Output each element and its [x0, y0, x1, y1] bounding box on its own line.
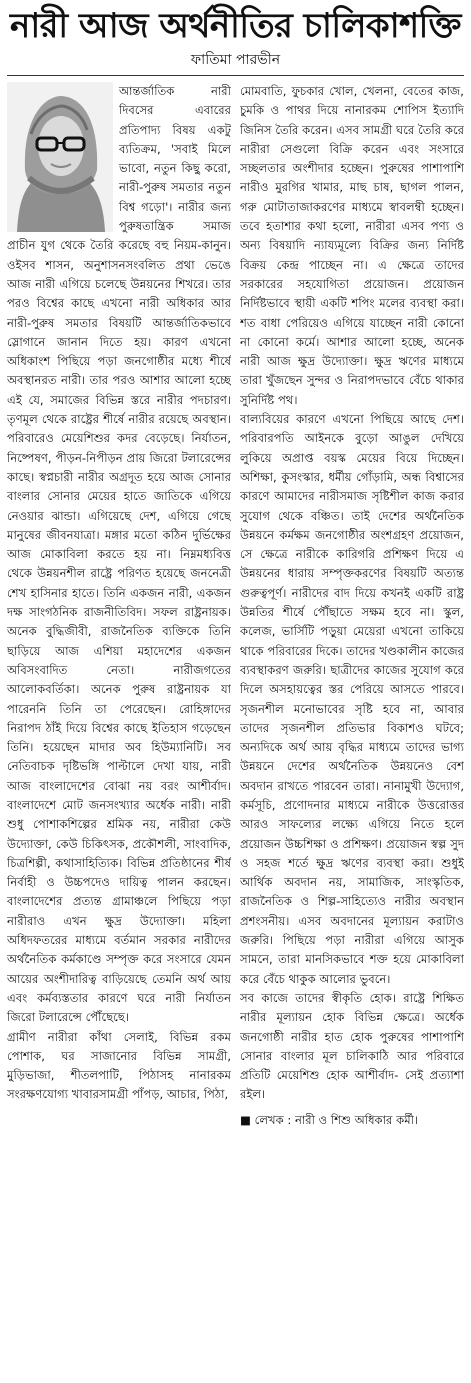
- article-column-right: [240, 82, 464, 1372]
- article-body: [7, 82, 464, 1372]
- author-photo: [7, 82, 113, 232]
- author-byline: ফাতিমা পারভীন: [190, 52, 281, 68]
- article-headline: নারী আজ অর্থনীতির চালিকাশক্তি: [10, 6, 461, 46]
- article-paragraph: আন্তর্জাতিক নারী দিবসের এবারের প্রতিপাদ্য বিষয় একটু ব্যতিক্রম, 'সবাই মিলে ভাবো, নতুন কিছু করো, নারী-পুরুষ সমতার নতুন বিশ্ব গড়ো'। নারীর জন্য পুরুষতান্ত্রিক সমাজ প্রাচীন যুগ থেকে তৈরি করেছে বহু নিয়ম-কানুন। ওইসব শাসন, অনুশাসনসংবলিত প্রথা ভেঙে আজ নারী এগিয়ে চলেছে উন্নয়নের শিখরে। তার পরও বিশ্বের কাছে এখনো নারী অধিকার আর নারী-পুরুষ সমতার বিষয়টি আন্তর্জাতিকভাবে স্লোগানে জানান দিতে হয়। কারণ এখনো অধিকাংশ পিছিয়ে পড়া জনগোষ্ঠীর মধ্যে শীর্ষে অবস্থানরত নারী। তার পরও আশার আলো হচ্ছে এই যে, সমাজের বিভিন্ন স্তরে নারীর পদচারণ। তৃণমূল থেকে রাষ্ট্রের শীর্ষে নারীর রয়েছে অবস্থান। পরিবারেও মেয়েশিশুর কদর বেড়েছে। নির্যাতন, নিষ্পেষণ, পীড়ন-নিপীড়ন প্রায় জিরো টলারেন্সের কাছে। স্বপ্নচারী নারীর অগ্রদূত হয়ে আজ সোনার বাংলার সোনার মেয়ের হাতে জাতিকে এগিয়ে নেওয়ার ঝান্ডা। এগিয়েছে দেশ, এগিয়ে গেছে মানুষের জীবনযাত্রা। মঙ্গার মতো কঠিন দুর্ভিক্ষের আজ মোকাবিলা করতে হয় না। নিম্নমধ্যবিত্ত থেকে উন্নয়নশীল রাষ্ট্রে পরিণত হয়েছে জননেত্রী শেখ হাসিনার হাতে। তিনি একজন নারী, একজন দক্ষ সাংগঠনিক রাজনীতিবিদ। সফল রাষ্ট্রনায়ক। অনেক বুদ্ধিজীবী, রাজনৈতিক ব্যক্তিকে তিনি ছাড়িয়ে আজ এশিয়া মহাদেশের একজন অবিসংবাদিত নেতা। নারীজগতের আলোকবর্তিকা। অনেক পুরুষ রাষ্ট্রনায়ক যা পারেননি তিনি তা পেরেছেন। রোহিঙ্গাদের নিরাপদ ঠাঁই দিয়ে বিশ্বের কাছে ইতিহাস গড়েছেন তিনি। হয়েছেন মাদার অব হিউম্যানিটি। সব নেতিবাচক দৃষ্টিভঙ্গি পাল্টালে দেখা যায়, নারী আজ বাংলাদেশের বোঝা নয় বরং আশীর্বাদ। বাংলাদেশে মোট জনসংখ্যার অর্ধেক নারী। নারী শুধু পোশাকশিল্পের শ্রমিক নয়, নারীরা কেউ উদ্যোক্তা, কেউ চিকিৎসক, প্রকৌশলী, সাংবাদিক, চিত্রশিল্পী, কথাসাহিত্যিক। বিভিন্ন প্রতিষ্ঠানের শীর্ষ নির্বাহী ও উচ্চপদেও দায়িত্ব পালন করছেন। বাংলাদেশের প্রত্যন্ত গ্রামাঞ্চলে পিছিয়ে পড়া নারীরাও এখন ক্ষুদ্র উদ্যোক্তা। মহিলা অধিদফতরের মাধ্যমে বর্তমান সরকার নারীদের অর্থনৈতিক কর্মকাণ্ডে সম্পৃক্ত করে সংসারে যেমন আয়ের অংশীদারিত্ব বাড়িয়েছে তেমনি অর্থ আয় এবং কর্মব্যস্ততার কারণে ঘরে নারী নির্যাতন জিরো টলারেন্সে পৌঁছেছে।: [7, 84, 231, 1025]
- author-note: ■ লেখক : নারী ও শিশু অধিকার কর্মী।: [240, 1112, 419, 1127]
- article-paragraph: গ্রামীণ নারীরা কাঁথা সেলাই, বিভিন্ন রকম পোশাক, ঘর সাজানোর বিভিন্ন সামগ্রী, মুড়িভাজা, শীতলপাটি, পিঠাসহ নানারকম সংরক্ষণযোগ্য খাবারসামগ্রী পাঁপড়, আচার, পিঠা,: [7, 1029, 231, 1102]
- headline-divider: [7, 75, 464, 76]
- author-photo-frame: [7, 82, 113, 232]
- article-paragraph: মোমবাতি, ফুচকার খোল, খেলনা, বেতের কাজ, চুমকি ও পাথর দিয়ে নানারকম শোপিস ইত্যাদি জিনিস তৈরি করেন। এসব সামগ্রী ঘরে তৈরি করে নারীরা সেগুলো বিক্রি করেন এবং সংসারে সচ্ছলতার অংশীদার হচ্ছেন। পুরুষের পাশাপাশি নারীও মুরগির খামার, মাছ চাষ, ছাগল পালন, গরু মোটাতাজাকরণের মাধ্যমে স্বাবলম্বী হচ্ছেন। তবে হতাশার কথা হলো, নারীরা এসব পণ্য ও অন্য বিষয়াদি ন্যায্যমূল্যে বিক্রির জন্য নির্দিষ্ট বিক্রয় কেন্দ্র পাচ্ছেন না। এ ক্ষেত্রে তাদের সরকারের সহযোগিতা প্রয়োজন। প্রয়োজন নির্দিষ্টভাবে স্থায়ী একটি শপিং মলের ব্যবস্থা করা। শত বাধা পেরিয়েও এগিয়ে যাচ্ছেন নারী কোনো না কোনো কর্মে। আশার আলো হচ্ছে, অনেক নারী আজ ক্ষুদ্র উদ্যোক্তা। ক্ষুদ্র ঋণের মাধ্যমে তারা খুঁজছেন সুন্দর ও নিরাপদভাবে বেঁচে থাকার সুনির্দিষ্ট পথ।: [240, 84, 464, 407]
- article-paragraph: বাল্যবিয়ের কারণে এখনো পিছিয়ে আছে দেশ। পরিবারপতি আইনকে বুড়ো আঙুল দেখিয়ে লুকিয়ে অপ্রাপ্ত বয়স্ক মেয়ের বিয়ে দিচ্ছেন। অশিক্ষা, কুসংস্কার, ধর্মীয় গোঁড়ামি, অন্ধ বিশ্বাসের কারণে আমাদের নারীসমাজ সৃষ্টিশীল কাজ করার সুযোগ থেকে বঞ্চিত। তাই দেশের অর্থনৈতিক উন্নয়নে কর্মক্ষম জনগোষ্ঠীর অংশগ্রহণ প্রয়োজন, সে ক্ষেত্রে নারীকে কারিগরি প্রশিক্ষণ দিয়ে এ উন্নয়নের ধারায় সম্পৃক্তকরণের বিষয়টি অত্যন্ত গুরুত্বপূর্ণ। নারীদের বাদ দিয়ে কখনই একটি রাষ্ট্র উন্নতির শীর্ষে পৌঁছাতে সক্ষম হবে না। স্কুল, কলেজ, ভার্সিটি পড়ুয়া মেয়েরা এখনো তাকিয়ে থাকে পরিবারের দিকে। তাদের খণ্ডকালীন কাজের ব্যবস্থাকরণ জরুরি। ছাত্রীদের কাজের সুযোগ করে দিলে অসহায়ত্বের স্তর পেরিয়ে আসতে পারবে। সৃজনশীল মনোভাবের সৃষ্টি হবে না, আবার তাদের সৃজনশীল প্রতিভার বিকাশও ঘটবে; অন্যদিকে অর্থ আয় বৃদ্ধির মাধ্যমে তাদের ভাগ্য উন্নয়নে দেশের অর্থনৈতিক উন্নয়নেও বেশ অবদান রাখতে পারবেন তারা। নানামুখী উদ্যোগ, কর্মসূচি, প্রণোদনার মাধ্যমে নারীকে উত্তরোত্তর আরও সাফল্যের লক্ষ্যে এগিয়ে নিতে হলে প্রয়োজন উচ্চশিক্ষা ও প্রশিক্ষণ। প্রয়োজন স্বল্প সুদ ও সহজ শর্তে ক্ষুদ্র ঋণের ব্যবস্থা করা। শুধুই আর্থিক অবদান নয়, সামাজিক, সাংস্কৃতিক, রাজনৈতিক ও শিল্প-সাহিত্যেও নারীর অবস্থান প্রশংসনীয়। এসব অবদানের মূল্যায়ন করাটাও জরুরি। পিছিয়ে পড়া নারীরা এগিয়ে আসুক সামনে, তারা মানসিকভাবে শক্ত হয়ে মোকাবিলা করে বেঁচে থাকুক আলোর ভুবনে।: [240, 412, 464, 986]
- article-column-left: [7, 82, 231, 1372]
- article-paragraph: সব কাজে তাদের স্বীকৃতি হোক। রাষ্ট্রে শিক্ষিত নারীর মূল্যায়ন হোক বিভিন্ন ক্ষেত্রে। অর্ধেক জনগোষ্ঠী নারীর হাত হোক পুরুষের পাশাপাশি সোনার বাংলার মূল চালিকাঠি আর পরিবারে প্রতিটি মেয়েশিশু হোক আশীর্বাদ- সেই প্রত্যাশা রইল।: [240, 990, 464, 1102]
